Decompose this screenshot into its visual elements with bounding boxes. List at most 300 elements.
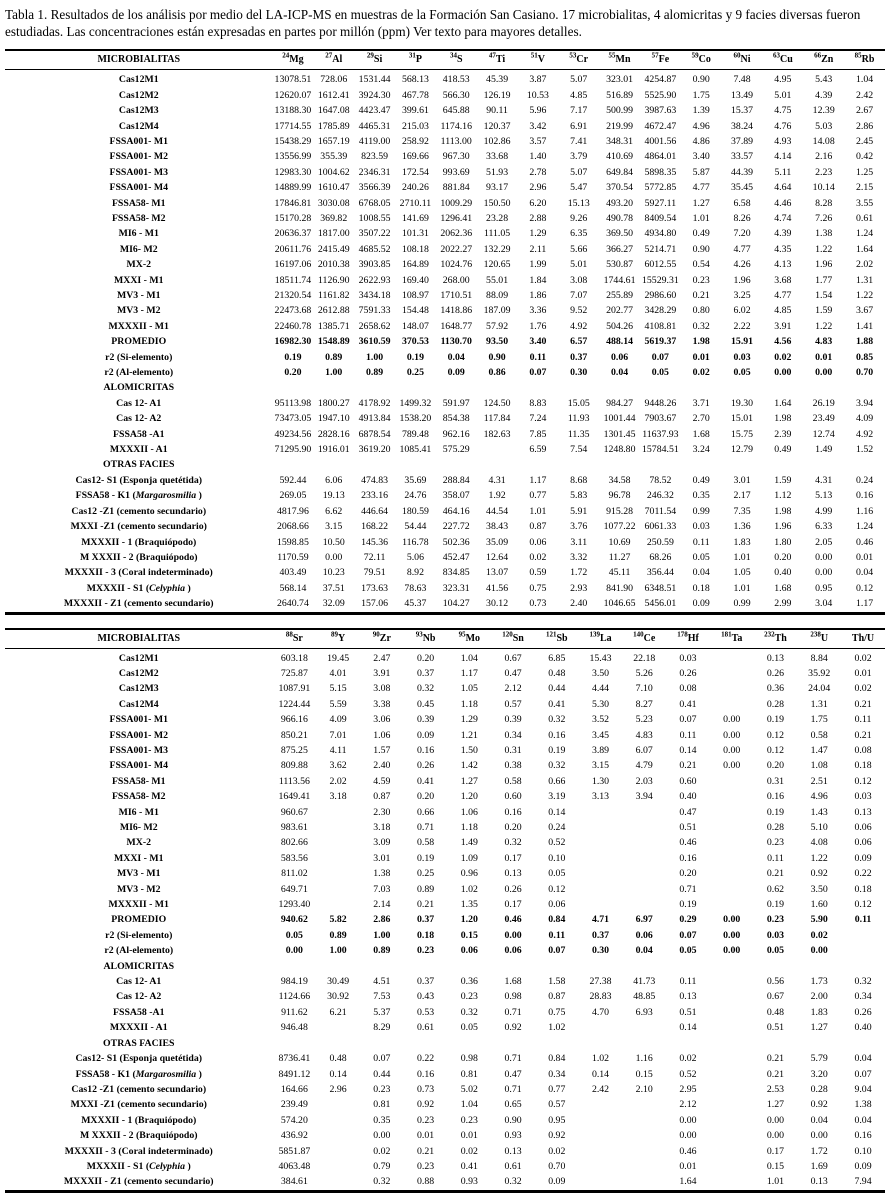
value-cell: 0.26 <box>504 883 522 895</box>
value-cell: 0.13 <box>504 1145 522 1157</box>
value-cell: 0.02 <box>548 1145 566 1157</box>
value-cell: 7.35 <box>733 505 751 517</box>
value-cell: 4.83 <box>815 336 833 348</box>
value-cell: 1.59 <box>815 305 833 317</box>
value-cell: 0.01 <box>417 1130 435 1142</box>
value-cell: 2.96 <box>329 1083 347 1095</box>
value-cell: 4.93 <box>774 135 792 147</box>
value-cell: 23.28 <box>486 212 509 224</box>
value-cell: 0.00 <box>810 945 828 957</box>
value-cell <box>360 959 404 974</box>
value-cell: 5927.11 <box>644 197 677 209</box>
row-label: MXXXII - Z1 (cemento secundario) <box>63 1176 214 1188</box>
value-cell: 0.05 <box>692 551 710 563</box>
table-row <box>5 196 885 211</box>
column-header-p: $^{31}$P <box>395 50 436 70</box>
value-cell: 0.04 <box>447 351 465 363</box>
column-header-ni: $^{60}$Ni <box>722 50 763 70</box>
value-cell <box>316 835 360 850</box>
value-cell: 124.50 <box>483 397 511 409</box>
value-cell: 1.98 <box>774 413 792 425</box>
value-cell: 967.30 <box>442 151 470 163</box>
value-cell <box>517 457 558 472</box>
column-header-s: $^{34}$S <box>436 50 477 70</box>
table-row <box>5 789 885 804</box>
value-cell: 0.32 <box>460 1006 478 1018</box>
value-cell: 0.15 <box>766 1160 785 1172</box>
value-cell: 0.16 <box>854 1130 872 1142</box>
value-cell <box>710 1036 754 1051</box>
value-cell: 1.04 <box>855 74 874 86</box>
value-cell: 649.84 <box>606 166 634 178</box>
value-cell <box>710 1097 754 1112</box>
value-cell: 474.83 <box>361 474 389 486</box>
row-label: OTRAS FACIES <box>103 1037 175 1049</box>
value-cell: 0.11 <box>854 714 872 726</box>
value-cell: 0.07 <box>679 929 697 941</box>
value-cell: 16197.06 <box>274 259 312 271</box>
value-cell: 4.09 <box>329 714 347 726</box>
value-cell <box>535 1036 579 1051</box>
value-cell: 0.00 <box>815 567 833 579</box>
table-header <box>5 50 885 70</box>
value-cell: 3.87 <box>529 74 547 86</box>
value-cell: 962.16 <box>442 428 470 440</box>
value-cell <box>316 882 360 897</box>
table-row <box>5 835 885 850</box>
value-cell: 1.30 <box>591 775 610 787</box>
value-cell: 38.24 <box>731 120 754 132</box>
value-cell: 33.68 <box>486 151 509 163</box>
value-cell: 21320.54 <box>274 290 312 301</box>
row-label: FSSA001- M2 <box>109 729 169 741</box>
row-label: Cas12M3 <box>118 105 159 117</box>
value-cell: 3.36 <box>529 305 547 317</box>
value-cell: 57.92 <box>486 320 509 332</box>
value-cell: 3428.29 <box>644 305 677 317</box>
value-cell: 0.26 <box>854 1006 872 1018</box>
value-cell: 141.69 <box>401 212 429 224</box>
value-cell <box>316 1174 360 1191</box>
value-cell <box>447 959 491 974</box>
value-cell: 1.01 <box>692 212 710 224</box>
value-cell: 0.06 <box>854 822 872 833</box>
column-header-zn: $^{66}$Zn <box>803 50 844 70</box>
value-cell: 11637.93 <box>642 428 679 440</box>
value-cell: 2.70 <box>692 413 710 425</box>
value-cell: 73473.05 <box>274 413 312 425</box>
value-cell: 3.79 <box>570 151 588 163</box>
value-cell: 3.20 <box>810 1068 828 1080</box>
value-cell: 1.02 <box>548 1022 566 1034</box>
value-cell: 399.61 <box>401 105 429 117</box>
value-cell: 1.16 <box>855 505 874 517</box>
value-cell: 5.11 <box>774 166 792 178</box>
value-cell: 2.10 <box>635 1083 653 1095</box>
value-cell: 0.48 <box>766 1006 785 1018</box>
isotope-mass: 27 <box>325 51 333 60</box>
value-cell: 3.89 <box>591 744 610 756</box>
row-label: Cas12M2 <box>118 89 159 101</box>
value-cell: 0.71 <box>504 1083 522 1095</box>
row-label: MI6- M2 <box>119 243 158 255</box>
value-cell: 418.53 <box>442 74 470 86</box>
value-cell: 0.66 <box>548 775 566 787</box>
value-cell: 0.16 <box>417 1068 435 1080</box>
value-cell: 8.83 <box>529 397 547 409</box>
row-label: FSSA001- M4 <box>109 760 169 772</box>
value-cell: 0.18 <box>854 760 872 772</box>
value-cell: 0.80 <box>692 305 710 317</box>
value-cell: 0.13 <box>854 806 872 818</box>
value-cell: 3434.18 <box>358 290 391 301</box>
table-row <box>5 1097 885 1112</box>
value-cell: 1785.89 <box>317 120 350 132</box>
value-cell: 169.40 <box>401 274 429 286</box>
value-cell: 850.21 <box>280 729 308 741</box>
row-label: MX-2 <box>126 837 151 849</box>
isotope-mass: 59 <box>691 51 699 60</box>
value-cell: 1.17 <box>460 667 478 679</box>
value-cell: 187.09 <box>483 305 511 317</box>
value-cell <box>404 1036 448 1051</box>
value-cell: 1.17 <box>855 598 874 610</box>
value-cell: 0.26 <box>417 760 435 772</box>
value-cell: 1.75 <box>692 89 710 101</box>
row-label: MXXXII - A1 <box>109 444 168 456</box>
value-cell: 0.00 <box>766 1114 785 1126</box>
value-cell <box>710 681 754 696</box>
value-cell: 93.17 <box>486 182 509 194</box>
value-cell: 1.20 <box>460 791 478 803</box>
value-cell: 0.23 <box>417 1160 435 1172</box>
value-cell: 6.97 <box>635 914 653 926</box>
value-cell: 215.03 <box>401 120 429 132</box>
value-cell <box>681 457 722 472</box>
value-cell: 88.09 <box>486 290 509 301</box>
value-cell: 258.92 <box>401 135 429 147</box>
value-cell: 9.04 <box>854 1083 872 1095</box>
value-cell: 240.26 <box>401 182 429 194</box>
value-cell: 0.23 <box>766 837 785 849</box>
value-cell: 15170.28 <box>274 212 312 224</box>
value-cell: 0.22 <box>417 1053 435 1065</box>
column-header-fe: $^{57}$Fe <box>640 50 681 70</box>
value-cell: 0.14 <box>591 1068 610 1080</box>
value-cell: 1.98 <box>774 505 792 517</box>
value-cell <box>710 774 754 789</box>
value-cell: 15.05 <box>567 397 590 409</box>
value-cell <box>558 457 599 472</box>
value-cell <box>710 666 754 681</box>
value-cell: 2622.93 <box>358 274 391 286</box>
value-cell: 0.37 <box>417 667 435 679</box>
value-cell: 0.58 <box>504 775 522 787</box>
table-row <box>5 728 885 743</box>
value-cell: 0.04 <box>692 567 710 579</box>
value-cell: 0.12 <box>855 582 874 594</box>
value-cell: 7.10 <box>635 683 653 695</box>
value-cell: 6.57 <box>570 336 588 348</box>
row-label: Cas12M1 <box>118 652 159 664</box>
value-cell: 0.11 <box>679 729 697 741</box>
value-cell: 0.88 <box>417 1176 435 1188</box>
value-cell: 4465.31 <box>358 120 391 132</box>
value-cell: 0.01 <box>692 351 710 363</box>
value-cell: 14889.99 <box>274 182 312 194</box>
value-cell: 2.02 <box>855 259 874 271</box>
value-cell <box>579 805 623 820</box>
value-cell: 0.13 <box>810 1176 828 1188</box>
table-row <box>5 1005 885 1020</box>
value-cell: 0.11 <box>767 852 784 864</box>
value-cell: 0.00 <box>723 714 741 726</box>
value-cell: 117.84 <box>483 413 511 425</box>
value-cell: 1248.80 <box>603 444 636 456</box>
table-row <box>5 242 885 257</box>
row-label: FSSA58- M1 <box>111 775 166 787</box>
value-cell: 2.03 <box>635 775 653 787</box>
value-cell: 0.07 <box>529 367 547 379</box>
value-cell: 0.29 <box>679 914 697 926</box>
value-cell: 0.05 <box>460 1022 478 1034</box>
row-label: MV3 - M1 <box>116 290 161 301</box>
value-cell: 16982.30 <box>274 336 312 348</box>
species-name: Margarosmilia <box>135 490 197 502</box>
value-cell: 369.82 <box>320 212 348 224</box>
value-cell: 993.69 <box>442 166 470 178</box>
value-cell: 0.89 <box>417 883 435 895</box>
value-cell <box>754 959 798 974</box>
value-cell: 0.16 <box>679 852 697 864</box>
value-cell: 1.98 <box>692 336 710 348</box>
column-header-sr: $^{88}$Sr <box>273 629 317 649</box>
column-header-cr: $^{53}$Cr <box>558 50 599 70</box>
value-cell: 0.26 <box>766 667 785 679</box>
value-cell: 1.69 <box>810 1160 828 1172</box>
value-cell: 1.39 <box>692 105 710 117</box>
value-cell <box>579 882 623 897</box>
row-label: MI6 - M1 <box>118 228 159 240</box>
value-cell: 4864.01 <box>644 151 677 163</box>
value-cell: 227.72 <box>442 521 470 533</box>
value-cell: 34.58 <box>608 474 631 486</box>
value-cell <box>710 789 754 804</box>
value-cell: 875.25 <box>280 744 308 756</box>
value-cell: 946.48 <box>280 1022 308 1034</box>
value-cell: 1.22 <box>810 852 828 864</box>
value-cell: 4.59 <box>373 775 391 787</box>
value-cell: 370.54 <box>606 182 634 194</box>
value-cell <box>710 648 754 666</box>
value-cell: 0.35 <box>373 1114 391 1126</box>
row-label: M XXXII - 2 (Braquiópodo) <box>79 551 198 563</box>
value-cell: 0.05 <box>548 868 566 880</box>
value-cell: 250.59 <box>646 536 674 548</box>
value-cell: 1.18 <box>460 698 478 710</box>
value-cell: 0.89 <box>373 945 391 957</box>
value-cell: 0.14 <box>679 1022 697 1034</box>
value-cell: 1.43 <box>810 806 828 818</box>
value-cell: 0.00 <box>679 1114 697 1126</box>
value-cell: 0.02 <box>774 351 792 363</box>
value-cell <box>622 835 666 850</box>
value-cell: 1174.16 <box>440 120 472 132</box>
table-row <box>5 288 885 303</box>
value-cell <box>360 1036 404 1051</box>
table-row <box>5 1113 885 1128</box>
value-cell: 983.61 <box>280 822 308 833</box>
column-header-th-u: Th/U <box>841 629 885 649</box>
value-cell <box>710 959 754 974</box>
value-cell: 2022.27 <box>440 243 473 255</box>
value-cell: 0.89 <box>325 351 343 363</box>
value-cell: 1.86 <box>529 290 547 301</box>
value-cell: 1.50 <box>460 744 478 756</box>
value-cell: 0.75 <box>548 1006 566 1018</box>
value-cell: 0.34 <box>854 991 872 1003</box>
value-cell: 0.05 <box>733 367 751 379</box>
value-cell: 1.01 <box>733 582 751 594</box>
value-cell: 0.02 <box>692 367 710 379</box>
isotope-mass: 29 <box>366 51 374 60</box>
table-row <box>5 488 885 503</box>
value-cell: 8736.41 <box>278 1053 311 1065</box>
value-cell: 0.35 <box>692 490 710 502</box>
table-row <box>5 319 885 334</box>
value-cell: 0.16 <box>504 806 522 818</box>
value-cell: 0.00 <box>373 1130 391 1142</box>
value-cell: 3.67 <box>855 305 874 317</box>
isotope-mass: 47 <box>488 51 496 60</box>
value-cell: 4.95 <box>774 74 792 86</box>
value-cell <box>841 959 885 974</box>
value-cell: 6.85 <box>548 652 566 664</box>
value-cell: 3.50 <box>591 667 610 679</box>
value-cell: 4.77 <box>774 290 792 301</box>
row-label: MXXXII - S1 (Celyphia ) <box>86 582 191 594</box>
value-cell: 0.47 <box>504 1068 522 1080</box>
value-cell: 28.83 <box>589 991 612 1003</box>
value-cell: 2.17 <box>733 490 751 502</box>
value-cell: 1.58 <box>548 976 566 988</box>
value-cell: 1.49 <box>815 444 833 456</box>
value-cell: 0.17 <box>504 899 522 911</box>
value-cell: 0.41 <box>548 698 566 710</box>
table-row <box>5 396 885 411</box>
value-cell <box>844 380 885 395</box>
value-cell: 30.12 <box>486 598 509 610</box>
value-cell: 1.60 <box>810 899 828 911</box>
value-cell: 2.12 <box>679 1099 697 1111</box>
value-cell: 30.49 <box>327 976 350 988</box>
value-cell: 9.26 <box>570 212 588 224</box>
value-cell: 4254.87 <box>644 74 677 86</box>
value-cell: 7.53 <box>373 991 391 1003</box>
value-cell <box>622 866 666 881</box>
table-row <box>5 565 885 580</box>
value-cell: 3.04 <box>815 598 833 610</box>
value-cell: 0.47 <box>504 667 522 679</box>
value-cell: 3.91 <box>373 667 391 679</box>
value-cell: 0.06 <box>504 945 522 957</box>
value-cell <box>579 1144 623 1159</box>
value-cell: 2.39 <box>774 428 792 440</box>
value-cell: 0.00 <box>723 744 741 756</box>
value-cell: 0.28 <box>766 822 785 833</box>
table-row <box>5 134 885 149</box>
value-cell: 15.13 <box>567 197 590 209</box>
value-cell: 3.57 <box>529 135 547 147</box>
value-cell: 0.16 <box>766 791 785 803</box>
value-cell: 4.14 <box>774 151 792 163</box>
value-cell: 0.16 <box>417 744 435 756</box>
value-cell: 0.12 <box>548 883 566 895</box>
row-label: MXXXII - S1 (Celyphia ) <box>86 1160 191 1172</box>
value-cell: 6.21 <box>329 1006 347 1018</box>
section-row <box>5 1036 885 1051</box>
row-label: MXXXII - M1 <box>108 320 169 332</box>
value-cell: 54.44 <box>404 521 427 533</box>
table-row <box>5 851 885 866</box>
value-cell: 0.65 <box>504 1099 522 1111</box>
value-cell <box>710 851 754 866</box>
value-cell: 3.40 <box>529 336 547 348</box>
value-cell: 6.33 <box>815 521 833 533</box>
value-cell: 2658.62 <box>358 320 391 332</box>
value-cell <box>710 882 754 897</box>
value-cell: 0.01 <box>855 551 874 563</box>
value-cell: 1.20 <box>460 914 478 926</box>
value-cell: 0.07 <box>548 945 566 957</box>
value-cell: 0.17 <box>504 852 522 864</box>
value-cell: 356.44 <box>646 567 674 579</box>
value-cell: 1.73 <box>810 976 828 988</box>
value-cell: 0.39 <box>504 714 522 726</box>
value-cell <box>491 959 535 974</box>
value-cell: 0.18 <box>692 582 710 594</box>
value-cell: 7.54 <box>570 444 588 456</box>
value-cell: 4.92 <box>855 428 874 440</box>
value-cell: 96.78 <box>608 490 631 502</box>
row-label: MI6 - M1 <box>118 806 159 818</box>
value-cell: 45.37 <box>404 598 427 610</box>
row-label: PROMEDIO <box>111 914 167 926</box>
value-cell: 0.90 <box>504 1114 522 1126</box>
value-cell: 101.31 <box>401 228 429 240</box>
value-cell: 0.09 <box>447 367 465 379</box>
value-cell: 0.37 <box>417 976 435 988</box>
value-cell: 2.86 <box>373 914 391 926</box>
value-cell: 0.19 <box>679 899 697 911</box>
value-cell: 8.26 <box>733 212 751 224</box>
value-cell: 1046.65 <box>603 598 636 610</box>
value-cell: 5.10 <box>810 822 828 833</box>
value-cell: 1293.40 <box>278 899 311 911</box>
isotope-mass: 181 <box>721 630 732 639</box>
value-cell: 0.81 <box>373 1099 391 1111</box>
value-cell: 3030.08 <box>317 197 350 209</box>
table-row <box>5 1051 885 1066</box>
value-cell <box>273 380 314 395</box>
column-header-sb: $^{121}$Sb <box>535 629 579 649</box>
value-cell: 0.30 <box>591 945 610 957</box>
row-label: MXXI -Z1 (cemento secundario) <box>70 521 207 533</box>
value-cell: 1.22 <box>815 320 833 332</box>
value-cell: 5.02 <box>460 1083 478 1095</box>
value-cell: 403.49 <box>279 567 307 579</box>
table-row <box>5 180 885 195</box>
